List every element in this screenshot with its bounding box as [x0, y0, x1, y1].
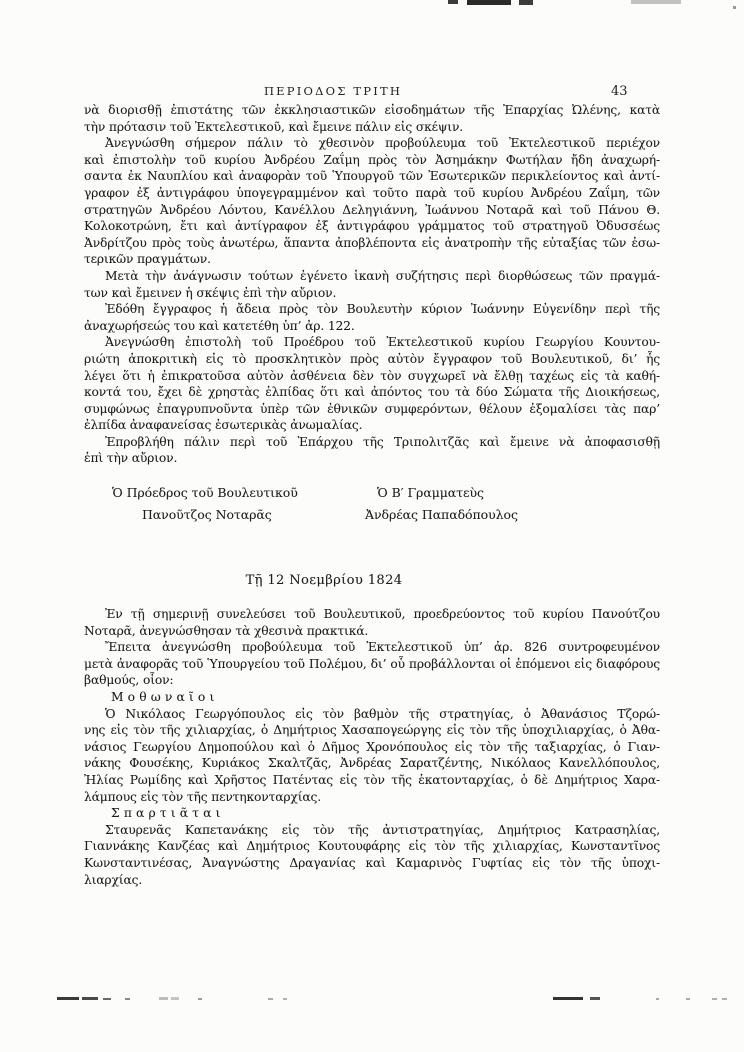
text-line: ἐλπίδα ἀναφανείσας ἐσωτερικὰς ἀνωμαλίας. [84, 418, 363, 433]
signature-right [365, 484, 518, 523]
text-line: Ἀνεγνώσθη ἐπιστολὴ τοῦ Προέδρου τοῦ Ἐκτελεστικοῦ κυρίου Γεωργίου Κουντου- [105, 335, 660, 350]
scan-artifact [448, 0, 458, 4]
scan-artifact [656, 998, 659, 1000]
text-line: λέγει ὅτι ἡ ἐπικρατοῦσα αὐτὸν ἀσθένεια δὲν τὸν συγχωρεῖ νὰ ἔλθῃ ταχέως εἰς τὰ καθή- [84, 368, 660, 383]
text-line: Ἠλίας Ρωμίδης καὶ Χρῆστος Πατέντας εἰς τὸν τῆς ἑκατονταρχίας, ὁ δὲ Δημήτριος Χαρα- [84, 772, 660, 787]
text-line: Ὁ Νικόλαος Γεωργόπουλος εἰς τὸν βαθμὸν τῆς στρατηγίας, ὁ Ἀθανάσιος Τζορώ- [105, 706, 660, 721]
text-line: τὴν πρότασιν τοῦ Ἐκτελεστικοῦ, καὶ ἔμεινε πάλιν εἰς σκέψιν. [84, 119, 464, 134]
scan-artifact [712, 998, 717, 1000]
signature-role-secretary: Ὁ Β′ Γραμματεὺς [377, 485, 484, 500]
text-line: ριώτη ἀποκριτικὴ εἰς τὸ προσκλητικὸν πρὸς αὐτὸν ἔγγραφον τοῦ Βουλευτικοῦ, δι’ ἧς [84, 351, 660, 366]
text-line: στρατηγῶν Ἀνδρέου Λόντου, Κανέλλου Δεληγιάννη, Ἰωάννου Νοταρᾶ καὶ τοῦ Πάνου Θ. [84, 202, 660, 217]
signature-name-secretary: Ἀνδρέας Παπαδόπουλος [365, 507, 518, 522]
text-line: κοντά του, ἔχει δὲ χρηστὰς ἐλπίδας ὅτι καὶ ἀπόντος του τὰ δύο Σώματα τῆς Διοικήσεως, [84, 385, 660, 400]
text-line: σαντα ἐκ Ναυπλίου καὶ ἀναφορὰν τοῦ Ὑπουργοῦ τῶν Ἐσωτερικῶν περικλείοντος καὶ ἀντί- [84, 169, 660, 184]
text-line: Γιαννάκης Κανζέας καὶ Δημήτριος Κουτουφάρης εἰς τὸν τῆς χιλιαρχίας, Κωνσταντῖνος [84, 839, 660, 854]
scan-artifact [686, 998, 690, 1000]
running-head-title: ΠΕΡΙΟΔΟΣ ΤΡΙΤΗ [263, 84, 403, 98]
signature-name-president: Πανοῦτζος Νοταρᾶς [142, 507, 272, 522]
text-line: συμφώνως ἐπαγρυπνοῦντα ὑπὲρ τῶν ἐθνικῶν συμφερόντων, θέλουν ἐξομαλίσει τὰς παρ’ [84, 401, 660, 416]
session2-minutes-text [84, 606, 660, 888]
text-line: βαθμούς, οἷον: [84, 673, 174, 688]
text-line: ἀναχωρήσεώς του καὶ κατετέθη ὑπ’ ἀρ. 122. [84, 318, 355, 333]
text-line: Μετὰ τὴν ἀνάγνωσιν τούτων ἐγένετο ἱκανὴ συζήτησις περὶ διορθώσεως τῶν πραγμά- [105, 268, 660, 283]
text-line: ἐπὶ τὴν αὔριον. [84, 451, 178, 466]
text-line: καὶ ἐπιστολὴν τοῦ κυρίου Ἀνδρέου Ζαΐμη πρὸς τὸν Ἀσημάκην Φωτήλαν ἤδη ἀναχωρή- [84, 152, 660, 167]
scan-artifact [467, 0, 511, 5]
text-line: Κολοκοτρώνη, ἔτι καὶ ἀντίγραφον ἐξ ἀντιγράφου γράμματος τοῦ στρατηγοῦ Ὀδυσσέως [84, 219, 660, 234]
scan-artifact [198, 998, 202, 1000]
scan-artifact [82, 997, 98, 1000]
signature-left [112, 484, 298, 523]
text-line: λιαρχίας. [84, 872, 143, 887]
text-line: γραφον ἐξ ἀντιγράφου ὑπογεγραμμένον καὶ τοῦτο παρὰ τοῦ κυρίου Ἀνδρέου Ζαΐμη, τῶν [84, 185, 660, 200]
scan-artifact [722, 998, 727, 1000]
scan-artifact [268, 998, 273, 1000]
text-line: Κωνσταντινέσας, Ἀναγνώστης Δραγανίας καὶ Καμαρινὸς Γυφτίας εἰς τὸν τῆς ὑποχι- [84, 855, 660, 870]
scan-artifact [125, 998, 130, 1000]
session-date-heading: Τῇ 12 Νοεμβρίου 1824 [245, 573, 403, 588]
scan-artifact [553, 997, 583, 1000]
page-number: 43 [611, 84, 628, 99]
scan-artifact [57, 997, 79, 1000]
text-line: Νοταρᾶ, ἀνεγνώσθησαν τὰ χθεσινὰ πρακτικά. [84, 623, 369, 638]
section-heading: Μοθωναῖοι [111, 689, 219, 704]
signature-role-president: Ὁ Πρόεδρος τοῦ Βουλευτικοῦ [112, 485, 298, 500]
scan-artifact [590, 997, 600, 1000]
running-head [0, 84, 744, 102]
text-line: Σταυρενᾶς Καπετανάκης εἰς τὸν τῆς ἀντιστρατηγίας, Δημήτριος Κατρασηλίας, [105, 822, 660, 837]
text-line: Ἐδόθη ἔγγραφος ἡ ἄδεια πρὸς τὸν Βουλευτὴν κύριον Ἰωάννην Εὐγενίδην περὶ τῆς [105, 302, 660, 317]
text-line: νης εἰς τὸν τῆς χιλιαρχίας, ὁ Δημήτριος Χασαπογεώργης εἰς τὸν τῆς ὑποχιλιαρχίας, ὁ Ἀθα- [84, 723, 660, 738]
text-line: Ἐπροβλήθη πάλιν περὶ τοῦ Ἐπάρχου τῆς Τριπολιτζᾶς καὶ ἔμεινε νὰ ἀποφασισθῇ [105, 434, 660, 449]
scan-artifact [733, 6, 736, 9]
text-line: λάμπους εἰς τὸν τῆς πεντηκονταρχίας. [84, 789, 322, 804]
signature-block [84, 484, 660, 534]
text-line: μετὰ ἀναφορᾶς τοῦ Ὑπουργείου τοῦ Πολέμου, δι’ οὗ προβάλλονται οἱ ἑπόμενοι εἰς διαφόρους [84, 656, 660, 671]
text-line: νάκης Φουσέκης, Κυριάκος Σκαλτζᾶς, Ἀνδρέας Σαρατζέντης, Νικόλαος Κανελλόπουλος, [84, 756, 660, 771]
scan-artifact [159, 997, 168, 1000]
text-line: τερικῶν πραγμάτων. [84, 252, 211, 267]
scan-artifact [283, 998, 287, 1000]
text-line: Ἀνδρίτζου πρὸς τοὺς ἀνωτέρω, ἅπαντα ἀποβλέποντα εἰς ἀνατροπὴν τῆς εὐταξίας τῶν ἐσω- [84, 235, 660, 250]
scan-artifact [171, 997, 179, 1000]
section-heading: Σπαρτιᾶται [111, 806, 225, 821]
session1-minutes-text [84, 102, 660, 467]
scan-artifact [519, 0, 533, 5]
text-line: των καὶ ἔμεινεν ἡ σκέψις ἐπὶ τὴν αὔριον. [84, 285, 337, 300]
scan-artifact [631, 0, 681, 4]
text-line: νὰ διορισθῇ ἐπιστάτης τῶν ἐκκλησιαστικῶν εἰσοδημάτων τῆς Ἐπαρχίας Ὠλένης, κατὰ [84, 103, 660, 117]
text-line: Ἔπειτα ἀνεγνώσθη προβούλευμα τοῦ Ἐκτελεστικοῦ ὑπ’ ἀρ. 826 συντροφευμένον [105, 640, 660, 655]
text-line: νάσιος Γεωργίου Δημοπούλου καὶ ὁ Δῆμος Χρονόπουλος εἰς τὸν τῆς ταξιαρχίας, ὁ Γιαν- [84, 739, 660, 754]
scan-artifact [103, 998, 111, 1000]
text-line: Ἀνεγνώσθη σήμερον πάλιν τὸ χθεσινὸν προβούλευμα τοῦ Ἐκτελεστικοῦ περιέχον [105, 136, 660, 151]
text-line: Ἐν τῇ σημερινῇ συνελεύσει τοῦ Βουλευτικοῦ, προεδρεύοντος τοῦ κυρίου Πανούτζου [105, 607, 660, 621]
